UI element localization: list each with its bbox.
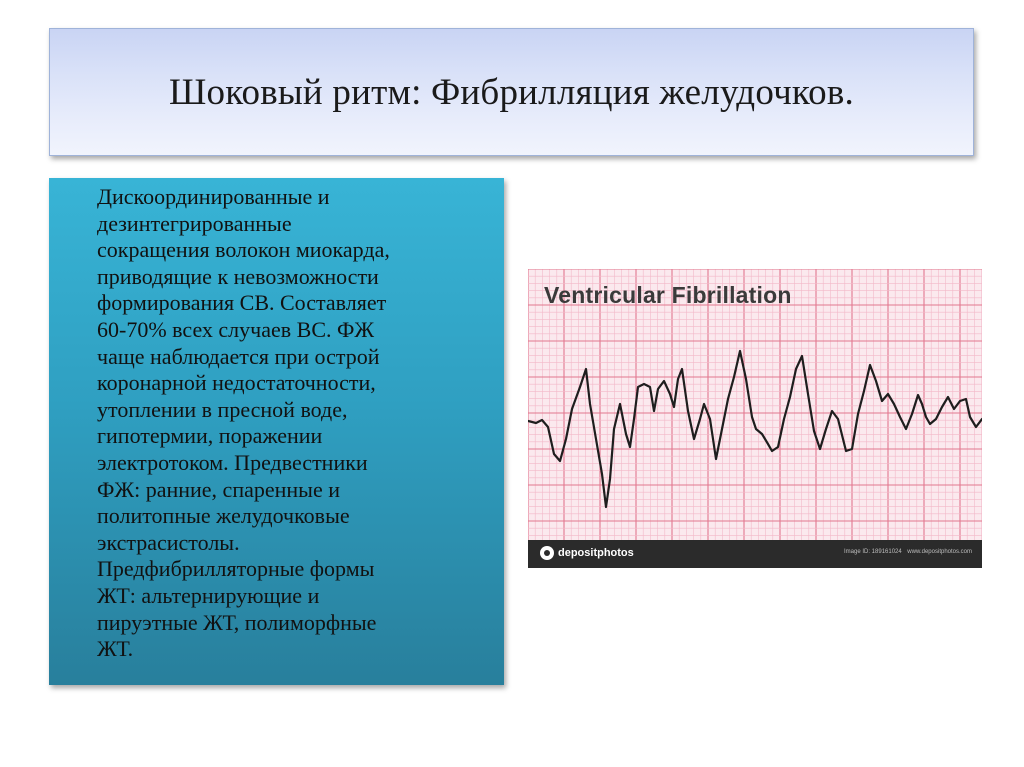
site-url: www.depositphotos.com xyxy=(907,549,972,555)
depositphotos-logo-icon xyxy=(540,546,554,560)
brand-logo xyxy=(540,546,634,560)
body-text-box xyxy=(49,178,504,685)
brand-name: depositphotos xyxy=(558,547,634,559)
ecg-caption: Ventricular Fibrillation xyxy=(544,282,792,308)
ecg-image xyxy=(528,269,982,568)
ecg-footer xyxy=(528,540,982,568)
body-text: Дискоординированные и дезинтегрированные сокращения волокон миокарда, приводящие к невозможности формирования СВ. Составляет 60-70% всех случаев ВС. ФЖ чаще наблюдается при острой коронарной недостаточности, утоплении в пресной воде, гипотермии, поражении электротоком. Предвестники ФЖ: ранние, спаренные и политопные желудочковые экстрасистолы. Предфибрилляторные формы ЖТ: альтернирующие и пируэтные ЖТ, полиморфные ЖТ. xyxy=(97,184,390,662)
title-box xyxy=(49,28,974,156)
image-id: Image ID: 189161024 xyxy=(844,549,902,555)
ecg-strip xyxy=(528,269,982,540)
slide-title: Шоковый ритм: Фибрилляция желудочков. xyxy=(168,71,855,113)
